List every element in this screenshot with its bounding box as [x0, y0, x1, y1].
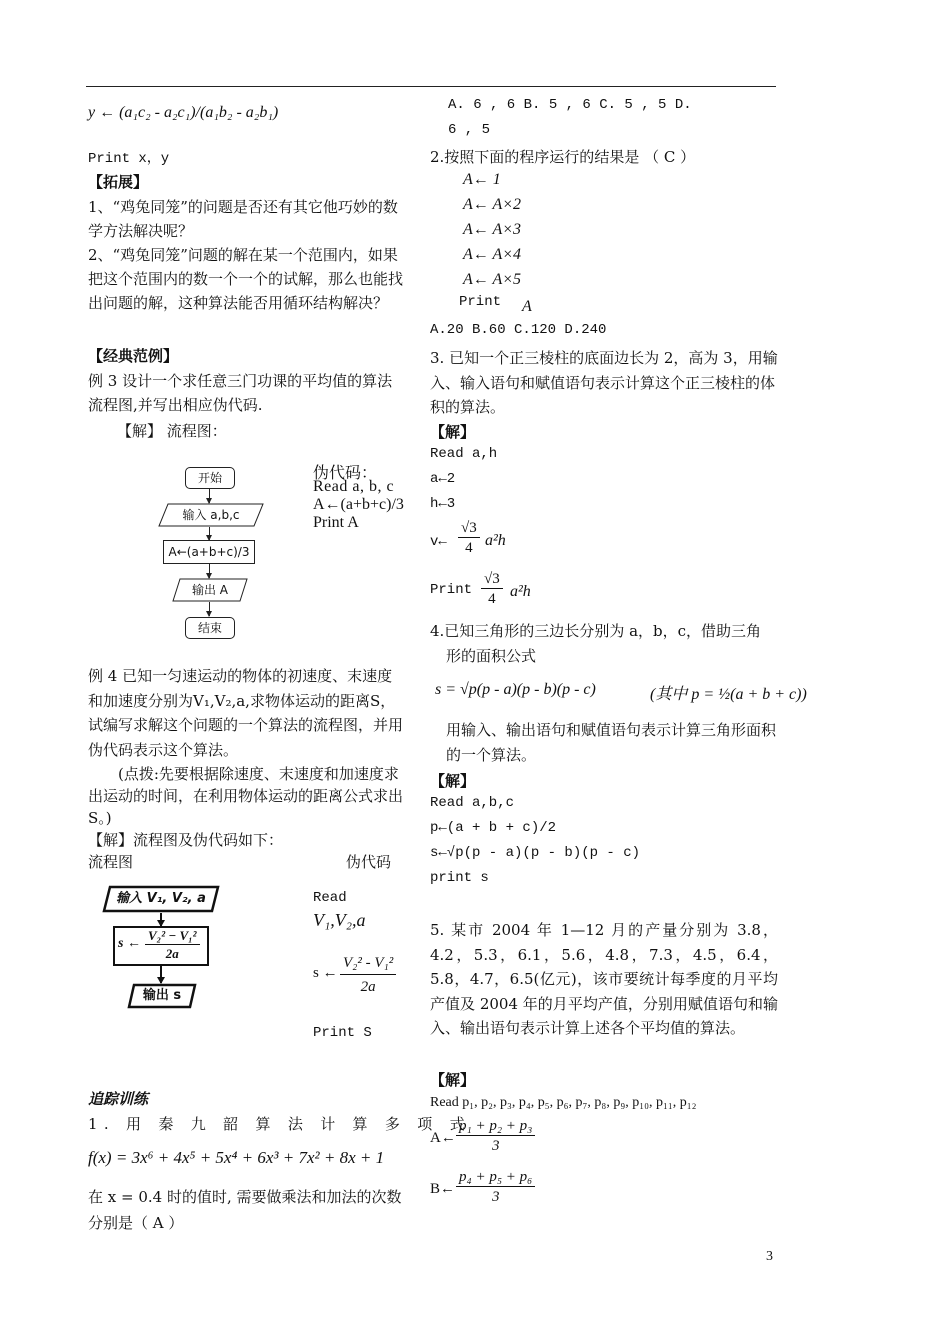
pseudo2-print: Print S [313, 1025, 372, 1041]
flow-assign: A←(a+b+c)/3 [163, 540, 255, 564]
q3-solution: 【解】 [430, 423, 476, 441]
q5-A-lhs: A← [430, 1130, 456, 1146]
pseudo2-s-num: V₂² - V₁² [340, 952, 396, 975]
q3-v-tail: a²h [485, 532, 506, 549]
q3-print-frac [481, 570, 503, 609]
q5-A-den: 3 [491, 1138, 500, 1154]
q4-text-3: 用输入、输出语句和赋值语句表示计算三角形面积的一个算法。 [446, 721, 777, 764]
q2-text: 2.按照下面的程序运行的结果是 （ C ） [430, 148, 696, 166]
q1-text-2: 在 x = 0.4 时的值时, 需要做乘法和加法的次数分别是（ A ） [88, 1188, 402, 1232]
q5-B-den: 3 [491, 1189, 500, 1205]
pseudo1-line3: Print A [313, 514, 359, 531]
flow-arrow [209, 563, 210, 578]
flow2-assign-den: 2a [165, 946, 179, 961]
example-4-hint: (点拨:先要根据除速度、末速度和加速度求出运动的时间，在利用物体运动的距离公式求出S。) [88, 765, 404, 827]
q4-where: (其中 p = ½(a + b + c)) [650, 686, 807, 703]
q3-v-den: 4 [465, 540, 473, 556]
q4-print: print s [430, 870, 489, 886]
flow-input: 输入 a,b,c [182, 508, 240, 522]
q1-polynomial: f(x) = 3x⁶ + 4x⁵ + 5x⁴ + 6x³ + 7x² + 8x + 1 [88, 1148, 385, 1167]
ex4-pseudo-label: 伪代码 [346, 853, 392, 871]
q2-line-5: A← A×5 [463, 271, 522, 288]
q4-s: s←√p(p - a)(p - b)(p - c) [430, 845, 641, 861]
flow2-input: 输入 V₁, V₂, a [116, 891, 206, 906]
q3-print-num: √3 [481, 570, 503, 589]
q3-v-frac [458, 519, 480, 558]
example-3-solution: 【解】 流程图： [117, 422, 227, 440]
q5-text: 5. 某市 2004 年 1—12 月的产量分别为 3.8，4.2，5.3，6.1，5.6，4.8，7.3，4.5，6.4，5.8，4.7，6.5(亿元)，该市要统计每季度的月平均产值及 2004 年的月平均产值，分别用赋值语句和输入、输出语句表示计算上述各个平均值的算法。 [430, 921, 778, 1037]
flow-end: 结束 [185, 617, 235, 639]
flow2-assign-lhs: s ← [118, 936, 141, 951]
q2-print-var: A [522, 298, 532, 315]
flow2-output: 输出 s [142, 988, 182, 1003]
q2-line-4: A← A×4 [463, 246, 522, 263]
flow2-assign-frac [145, 928, 200, 962]
extend-question-2: 2、“鸡兔同笼”问题的解在某一个范围内，如果把这个范围内的数一个一个的试解，那么也能找出问题的解，这种算法能否用循环结构解决？ [88, 246, 404, 312]
training-heading: 追踪训练 [88, 1090, 149, 1108]
pseudo2-s-den: 2a [360, 979, 376, 995]
print-xy: Print x，y [88, 151, 170, 167]
pseudo1-line1: Read a, b, c [313, 478, 395, 495]
q4-solution: 【解】 [430, 772, 476, 790]
q2-print: Print [459, 294, 502, 310]
q5-A-num: p₁ + p₂ + p₃ [456, 1117, 535, 1136]
pseudo2-s-lhs: s ← [313, 965, 338, 981]
q5-solution: 【解】 [430, 1071, 476, 1089]
formula-y: y ← (a₁c₂ - a₂c₁)/(a₁b₂ - a₂b₁) [88, 104, 279, 121]
q5-B-num: p₄ + p₅ + p₆ [456, 1168, 535, 1187]
q3-print: Print [430, 582, 473, 598]
q3-read: Read a,h [430, 446, 498, 462]
pseudo2-read: Read [313, 890, 347, 906]
example-4-solution: 【解】流程图及伪代码如下： [88, 831, 284, 849]
flow-start: 开始 [185, 467, 235, 489]
pseudo1-title: 伪代码： [313, 465, 378, 482]
q3-a: a←2 [430, 471, 456, 487]
extend-question-1: 1、“鸡兔同笼”的问题是否还有其它他巧妙的数学方法解决呢？ [88, 198, 398, 240]
flow-arrow [209, 527, 210, 540]
q4-formula: s = √p(p - a)(p - b)(p - c) [435, 681, 596, 698]
pseudo2-vars: V₁,V₂,a [313, 910, 366, 930]
flow2-arrow [160, 966, 162, 983]
q5-A-frac [456, 1117, 535, 1156]
q5-B-frac [456, 1168, 535, 1207]
flow-arrow [209, 602, 210, 616]
q3-h: h←3 [430, 496, 456, 512]
flow2-arrow [160, 913, 162, 926]
pseudo2-frac [340, 952, 396, 999]
flow-arrow [209, 488, 210, 503]
q3-print-den: 4 [488, 591, 496, 607]
page-number: 3 [766, 1249, 773, 1264]
q4-text-1: 4.已知三角形的三边长分别为 a，b，c，借助三角 [430, 622, 762, 640]
q3-v: v← [430, 534, 447, 550]
example-4-text: 例 4 已知一匀速运动的物体的初速度、末速度和加速度分别为V₁,V₂,a,求物体运动的距离S，试编写求解这个问题的一个算法的流程图，并用伪代码表示这个算法。 [88, 667, 404, 759]
q4-read: Read a,b,c [430, 795, 515, 811]
q3-print-tail: a²h [510, 583, 531, 600]
q2-line-3: A← A×3 [463, 221, 522, 238]
classic-heading: 【经典范例】 [88, 347, 179, 365]
flow2-assign-num: V₂² − V₁² [145, 928, 200, 945]
q1-options-2: 6 , 5 [448, 122, 491, 138]
q5-read: Read p₁, p₂, p₃, p₄, p₅, p₆, p₇, p₈, p₉, p₁₀, p₁₁, p₁₂ [430, 1095, 697, 1110]
pseudo1-line2: A←(a+b+c)/3 [313, 496, 404, 513]
q2-options: A.20 B.60 C.120 D.240 [430, 322, 607, 338]
q4-p: p←(a + b + c)/2 [430, 820, 557, 836]
extend-heading: 【拓展】 [88, 173, 149, 191]
q2-line-2: A← A×2 [463, 196, 522, 213]
q3-v-num: √3 [458, 519, 480, 538]
q1-options: A. 6 , 6 B. 5 , 6 C. 5 , 5 D. [448, 97, 692, 113]
q3-text: 3. 已知一个正三棱柱的底面边长为 2，高为 3，用输入、输入语句和赋值语句表示计算这个正三棱柱的体积的算法。 [430, 349, 778, 416]
header-rule [86, 86, 776, 87]
q4-text-2: 形的面积公式 [446, 647, 537, 665]
q5-B-lhs: B← [430, 1181, 456, 1197]
example-3-text: 例 3 设计一个求任意三门功课的平均值的算法流程图,并写出相应伪代码. [88, 372, 393, 414]
q2-line-1: A← 1 [463, 171, 501, 188]
flow-output: 输出 A [191, 583, 229, 597]
q1-text: 1. 用 秦 九 韶 算 法 计 算 多 项 式 [88, 1115, 471, 1133]
ex4-flow-label: 流程图 [88, 853, 134, 871]
